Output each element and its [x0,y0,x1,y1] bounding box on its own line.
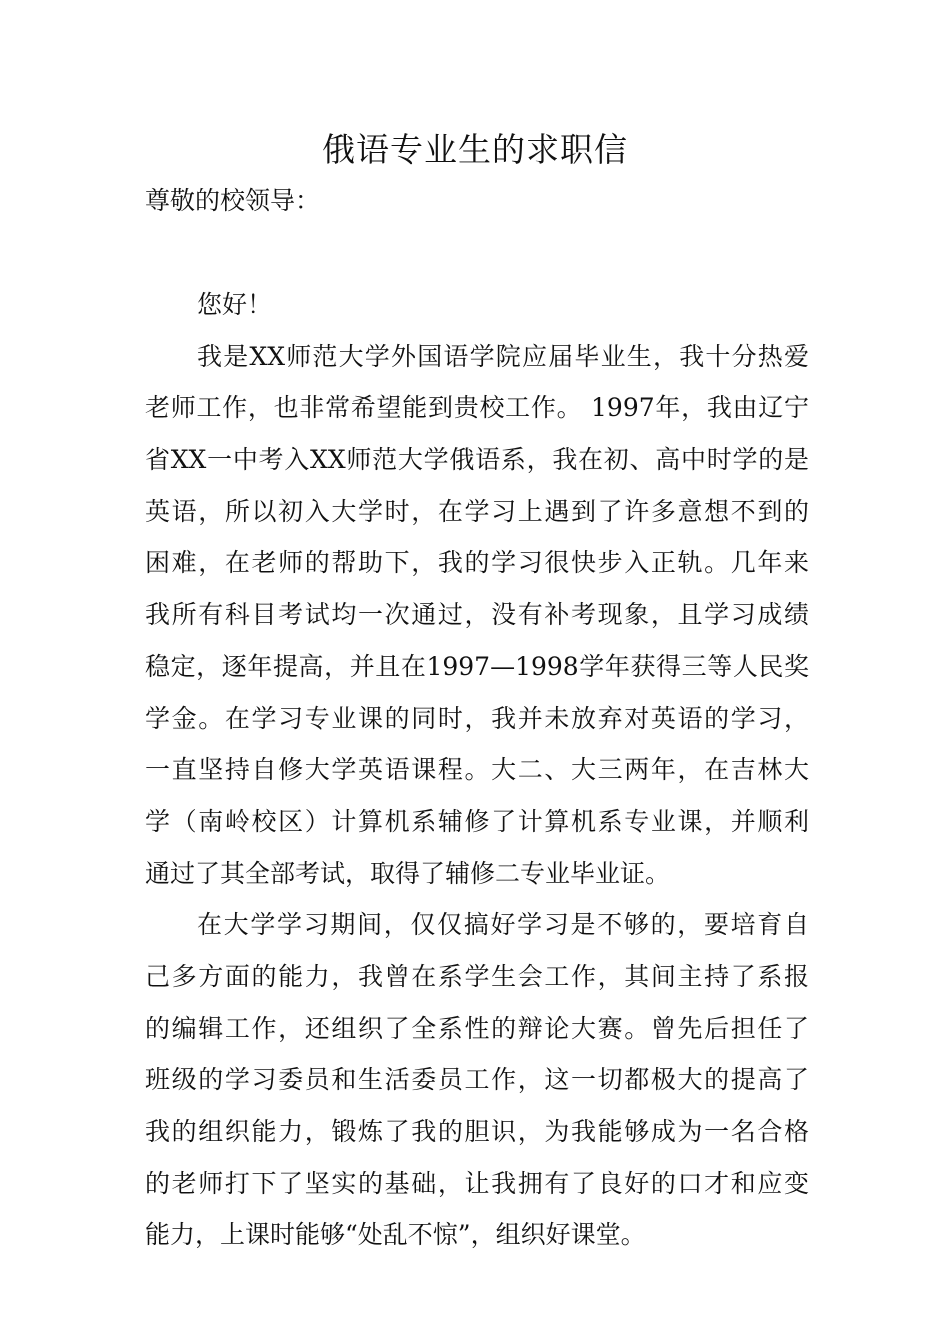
greeting-line: 您好！ [197,290,273,319]
paragraph-1-line-7: 稳定，逐年提高，并且在1997—1998学年获得三等人民奖 [145,651,809,681]
paragraph-1-line-2: 老师工作，也非常希望能到贵校工作。 1997年，我由辽宁 [145,393,809,423]
paragraph-2-line-4: 班级的学习委员和生活委员工作，这一切都极大的提高了 [145,1065,809,1095]
letter-body [145,279,809,1261]
document-title: 俄语专业生的求职信 [322,130,628,169]
paragraph-1-line-5: 困难，在老师的帮助下，我的学习很快步入正轨。几年来 [145,548,809,578]
paragraph-1-line-8: 学金。在学习专业课的同时，我并未放弃对英语的学习， [145,703,809,733]
paragraph-2-line-2: 己多方面的能力，我曾在系学生会工作，其间主持了系报 [145,961,809,991]
paragraph-1-line-6: 我所有科目考试均一次通过，没有补考现象，且学习成绩 [145,600,809,630]
salutation: 尊敬的校领导： [145,186,321,215]
paragraph-2-line-3: 的编辑工作，还组织了全系性的辩论大赛。曾先后担任了 [145,1013,809,1043]
paragraph-1-line-10: 学（南岭校区）计算机系辅修了计算机系专业课，并顺利 [145,806,809,836]
paragraph-2-line-7: 能力，上课时能够“处乱不惊”，组织好课堂。 [145,1220,646,1250]
paragraph-1-line-11: 通过了其全部考试，取得了辅修二专业毕业证。 [145,858,671,888]
paragraph-2-line-6: 的老师打下了坚实的基础，让我拥有了良好的口才和应变 [145,1168,809,1198]
paragraph-2-line-5: 我的组织能力，锻炼了我的胆识，为我能够成为一名合格 [145,1117,809,1146]
paragraph-2-line-1: 在大学学习期间，仅仅搞好学习是不够的，要培育自 [197,910,809,940]
paragraph-1-line-4: 英语，所以初入大学时，在学习上遇到了许多意想不到的 [145,496,809,526]
paragraph-1-line-3: 省XX一中考入XX师范大学俄语系，我在初、高中时学的是 [145,445,809,475]
paragraph-1-line-1: 我是XX师范大学外国语学院应届毕业生，我十分热爱 [197,341,809,371]
paragraph-1-line-9: 一直坚持自修大学英语课程。大二、大三两年，在吉林大 [145,755,809,785]
